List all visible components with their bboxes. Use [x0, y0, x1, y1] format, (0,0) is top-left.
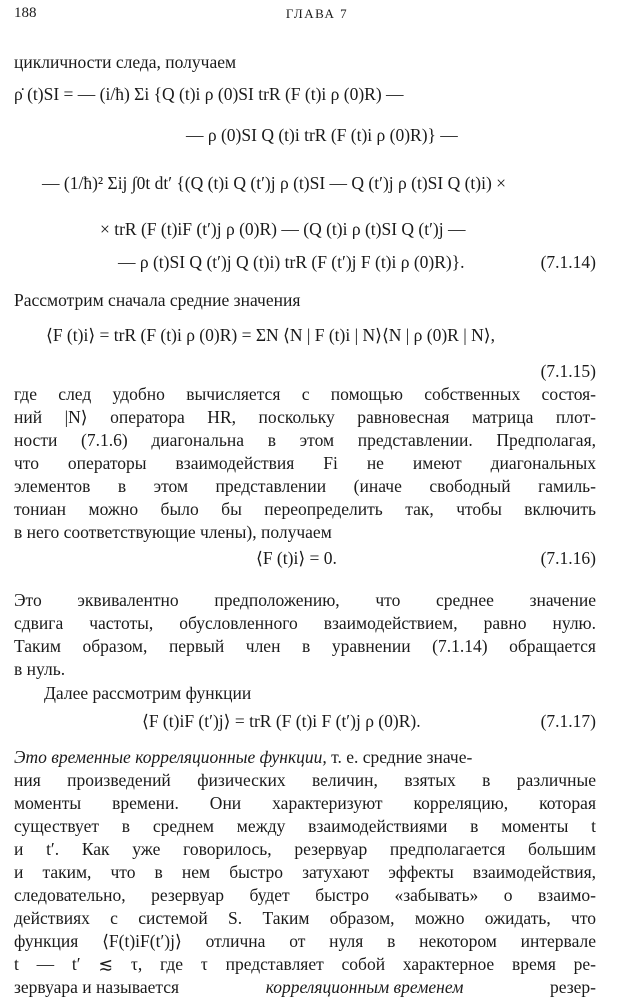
eq-7-1-15-number: (7.1.15): [540, 361, 596, 381]
text-line: [14, 975, 596, 999]
text-line: ния произведений физических величин, взятых в различные: [14, 770, 596, 790]
eq-7-1-14-line-2: — ρ (0)SI Q (t)i trR (F (t)i ρ (0)R)} —: [186, 125, 458, 145]
eq-7-1-14-line-3: — (1/ħ)² Σij ∫0t dt′ {(Q (t)i Q (t′)j ρ (t)SI — Q (t′)j ρ (t)SI Q (t)i) ×: [42, 173, 507, 193]
text-line: следовательно, резервуар будет быстро «забывать» о взаимо-: [14, 885, 596, 905]
text-fragment: зервуара и называется: [14, 977, 180, 997]
text-line: тониан можно было бы переопределить так, чтобы включить: [14, 499, 596, 519]
eq-7-1-17-number: (7.1.17): [540, 711, 596, 731]
text-line: где след удобно вычисляется с помощью собственных состоя-: [14, 384, 596, 404]
page-header: [14, 5, 620, 27]
equation-7-1-15: ⟨F (t)i⟩ = trR (F (t)i ρ (0)R) = ΣN ⟨N | F (t)i | N⟩⟨N | ρ (0)R | N⟩,: [46, 325, 495, 345]
text-line: и t′. Как уже говорилось, резервуар предполагается большим: [14, 839, 596, 859]
text-line: ний |N⟩ оператора HR, поскольку равновесная матрица плот-: [14, 407, 596, 427]
emphasis-correlation-functions: Это временные корреляционные функции,: [14, 747, 327, 767]
text-line: элементов в этом представлении (иначе свободный гамиль-: [14, 476, 596, 496]
emphasis-correlation-time: корреляционным временем: [265, 977, 464, 997]
text-line: t — t′ ≲ τ, где τ представляет собой характерное время ре-: [14, 954, 596, 974]
text-line: Это эквивалентно предположению, что среднее значение: [14, 590, 596, 610]
text-line: моменты времени. Они характеризуют корреляцию, которая: [14, 793, 596, 813]
text-line: функция ⟨F(t)iF(t′)j⟩ отлична от нуля в некотором интервале: [14, 931, 596, 951]
text-fragment: резер-: [549, 977, 596, 997]
equation-7-1-17: ⟨F (t)iF (t′)j⟩ = trR (F (t)i F (t′)j ρ (0)R).: [142, 711, 421, 731]
equation-7-1-16: ⟨F (t)i⟩ = 0.: [256, 548, 337, 568]
text-fragment: т. е. средние значе-: [326, 747, 473, 767]
text-line: сдвига частоты, обусловленного взаимодействием, равно нулю.: [14, 613, 596, 633]
text-line: действиях с системой S. Таким образом, можно ожидать, что: [14, 908, 596, 928]
paragraph-averages: Рассмотрим сначала средние значения: [14, 290, 301, 310]
paragraph-functions: Далее рассмотрим функции: [44, 683, 252, 703]
text-line: ности (7.1.6) диагональна в этом представлении. Предполагая,: [14, 430, 596, 450]
eq-7-1-14-line-4: × trR (F (t)iF (t′)j ρ (0)R) — (Q (t)i ρ (t)SI Q (t′)j —: [100, 219, 466, 239]
eq-7-1-16-number: (7.1.16): [540, 548, 596, 568]
text-line: в нуль.: [14, 659, 66, 679]
text-line: в него соответствующие члены), получаем: [14, 522, 332, 542]
text-line: Таким образом, первый член в уравнении (7.1.14) обращается: [14, 636, 596, 656]
eq-7-1-14-number: (7.1.14): [540, 252, 596, 272]
eq-7-1-14-line-5: — ρ (t)SI Q (t′)j Q (t)i) trR (F (t′)j F (t)i ρ (0)R)}.: [118, 252, 465, 272]
text-line: существует в среднем между взаимодействиями в моменты t: [14, 816, 596, 836]
intro-text: цикличности следа, получаем: [14, 52, 237, 72]
text-line: [14, 745, 472, 769]
eq-7-1-14-line-1: ρ̇ (t)SI = — (i/ħ) Σi {Q (t)i ρ (0)SI trR (F (t)i ρ (0)R) —: [14, 84, 404, 104]
text-line: и таким, что в нем быстро затухают эффекты взаимодействия,: [14, 862, 596, 882]
page-number: 188: [14, 5, 37, 21]
text-line: что операторы взаимодействия Fi не имеют диагональных: [14, 453, 596, 473]
chapter-title: ГЛАВА 7: [285, 6, 349, 21]
